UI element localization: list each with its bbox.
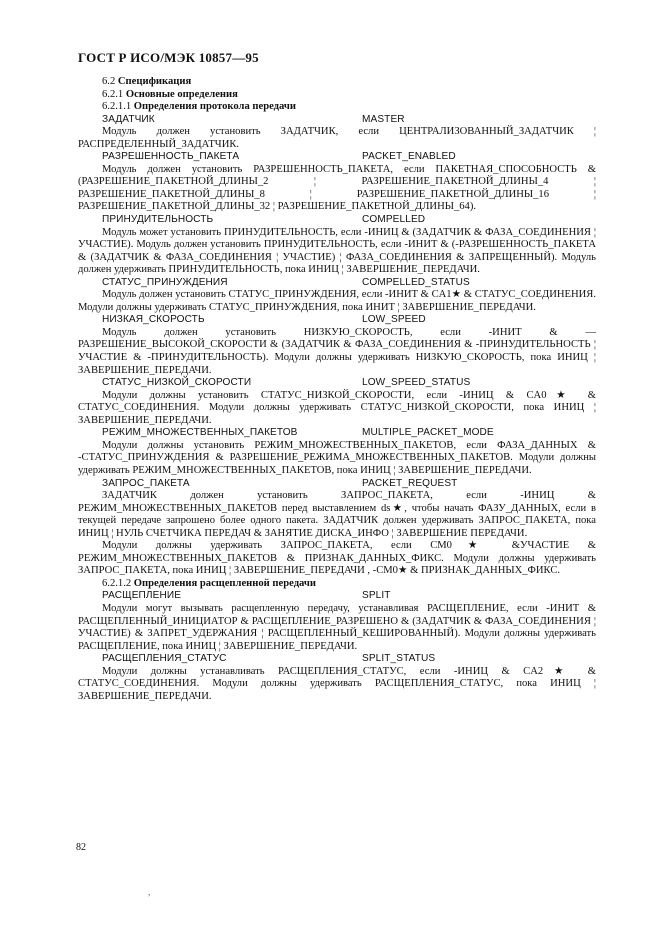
section-number: 6.2.1.1 [102,101,132,113]
term-ru: НИЗКАЯ_СКОРОСТЬ [102,314,205,326]
term-ru: ПРИНУДИТЕЛЬНОСТЬ [102,214,214,226]
term-compelled-status [78,277,596,290]
term-master [78,114,596,127]
term-en: PACKET_ENABLED [362,151,456,163]
term-en: SPLIT_STATUS [362,653,436,665]
term-split [78,590,596,603]
definition-split-status: Модули должны устанавливать РАСЩЕПЛЕНИЯ_СТАТУС, если -ИНИЦ & CA2★ & СТАТУС_СОЕДИНЕНИЯ. Модули должны удерживать РАСЩЕПЛЕНИЯ_СТАТУС, пока ИНИЦ ¦ ЗАВЕРШЕНИЕ_ПЕРЕДАЧИ. [78,665,596,702]
section-title: Спецификация [117,76,192,87]
term-en: MULTIPLE_PACKET_MODE [362,427,494,439]
standard-header: ГОСТ Р ИСО/МЭК 10857—95 [78,50,259,65]
section-heading-6-2-1 [78,89,596,102]
definition-packet-enabled: Модуль должен установить РАЗРЕШЕННОСТЬ_ПАКЕТА, если ПАКЕТНАЯ_СПОСОБНОСТЬ & (РАЗРЕШЕНИЕ_ПАКЕТНОЙ_ДЛИНЫ_2 ¦ РАЗРЕШЕНИЕ_ПАКЕТНОЙ_ДЛИНЫ_4 ¦ РАЗРЕШЕНИЕ_ПАКЕТНОЙ_ДЛИНЫ_8 ¦ РАЗРЕШЕНИЕ_ПАКЕТНОЙ_ДЛИНЫ_16 ¦ РАЗРЕШЕНИЕ_ПАКЕТНОЙ_ДЛИНЫ_32 ¦ РАЗРЕШЕНИЕ_ПАКЕТНОЙ_ДЛИНЫ_64). [78,163,596,213]
definition-multiple-packet-mode: Модули должны установить РЕЖИМ_МНОЖЕСТВЕННЫХ_ПАКЕТОВ, если ФАЗА_ДАННЫХ & -СТАТУС_ПРИНУЖДЕНИЯ & РАЗРЕШЕНИЕ_РЕЖИМА_МНОЖЕСТВЕННЫХ_ПАКЕТОВ. Модули должны удерживать РЕЖИМ_МНОЖЕСТВЕННЫХ_ПАКЕТОВ, пока ИНИЦ ¦ ЗАВЕРШЕНИЕ_ПЕРЕДАЧИ. [78,439,596,476]
term-en: LOW_SPEED_STATUS [362,377,471,389]
term-multiple-packet-mode [78,427,596,440]
definition-split: Модули могут вызывать расщепленную передачу, устанавливая РАСЩЕПЛЕНИЕ, если -ИНИТ & РАСЩЕПЛЕННЫЙ_ИНИЦИАТОР & РАСЩЕПЛЕНИЕ_РАЗРЕШЕНО & (ЗАДАТЧИК & ФАЗА_СОЕДИНЕНИЯ ¦ УЧАСТИЕ) & ЗАПРЕТ_УДЕРЖАНИЯ ¦ РАСЩЕПЛЕННЫЙ_КЕШИРОВАННЫЙ). Модули должны удерживать РАСЩЕПЛЕНИЕ, пока ИНИЦ ¦ ЗАВЕРШЕНИЕ_ПЕРЕДАЧИ. [78,602,596,652]
definition-low-speed-status: Модули должны установить СТАТУС_НИЗКОЙ_СКОРОСТИ, если -ИНИЦ & CA0★ & СТАТУС_СОЕДИНЕНИЯ. Модули должны удерживать СТАТУС_НИЗКОЙ_СКОРОСТИ, пока ИНИЦ ¦ ЗАВЕРШЕНИЕ_ПЕРЕДАЧИ. [78,389,596,426]
term-en: COMPELLED [362,214,426,226]
term-en: LOW_SPEED [362,314,426,326]
section-title: Определения расщепленной передачи [133,577,317,589]
section-number: 6.2.1.2 [102,577,132,589]
term-en: MASTER [362,113,405,125]
term-packet-enabled [78,151,596,164]
definition-low-speed: Модуль должен установить НИЗКУЮ_СКОРОСТЬ, если -ИНИТ & —РАЗРЕШЕНИЕ_ВЫСОКОЙ_СКОРОСТИ & (ЗАДАТЧИК & ФАЗА_СОЕДИНЕНИЯ & -ПРИНУДИТЕЛЬНОСТЬ ¦ УЧАСТИЕ & -ПРИНУДИТЕЛЬНОСТЬ). Модули должны удерживать НИЗКУЮ_СКОРОСТЬ, пока ИНИЦ ¦ ЗАВЕРШЕНИЕ_ПЕРЕДАЧИ. [78,326,596,376]
definition-master: Модуль должен установить ЗАДАТЧИК, если ЦЕНТРАЛИЗОВАННЫЙ_ЗАДАТЧИК ¦ РАСПРЕДЕЛЕННЫЙ_ЗАДАТЧИК. [78,126,596,150]
footer-mark: , [148,887,151,897]
term-compelled [78,214,596,227]
term-ru: СТАТУС_ПРИНУЖДЕНИЯ [102,276,228,288]
term-ru: ЗАДАТЧИК [102,113,155,125]
term-low-speed-status [78,377,596,390]
page-number: 82 [76,842,86,853]
term-ru: РАСЩЕПЛЕНИЕ [102,590,182,602]
definition-packet-request-2: Модули должны удерживать ЗАПРОС_ПАКЕТА, если CM0★ &УЧАСТИЕ & РЕЖИМ_МНОЖЕСТВЕННЫХ_ПАКЕТОВ & ПРИЗНАК_ДАННЫХ_ФИКС. Модули должны удерживать ЗАПРОС_ПАКЕТА, пока ИНИЦ ¦ ЗАВЕРШЕНИЕ_ПЕРЕДАЧИ , -CM0★ & ПРИЗНАК_ДАННЫХ_ФИКС. [78,540,596,577]
definition-compelled: Модуль может установить ПРИНУДИТЕЛЬНОСТЬ, если -ИНИЦ & (ЗАДАТЧИК & ФАЗА_СОЕДИНЕНИЯ ¦ УЧАСТИЕ). Модуль должен установить ПРИНУДИТЕЛЬНОСТЬ, если -ИНИТ & (-РАЗРЕШЕННОСТЬ_ПАКЕТА & (ЗАДАТЧИК & ФАЗА_СОЕДИНЕНИЯ ¦ УЧАСТИЕ) ¦ ФАЗА_СОЕДИНЕНИЯ & ЗАПРЕЩЕННЫЙ). Модуль должен удерживать ПРИНУДИТЕЛЬНОСТЬ, пока ИНИЦ ¦ ЗАВЕРШЕНИЕ_ПЕРЕДАЧИ. [78,226,596,276]
term-en: PACKET_REQUEST [362,477,458,489]
term-split-status [78,653,596,666]
term-packet-request [78,478,596,491]
section-number: 6.2 [102,76,116,87]
section-heading-6-2 [78,76,596,89]
section-heading-6-2-1-2 [78,578,596,591]
term-ru: РЕЖИМ_МНОЖЕСТВЕННЫХ_ПАКЕТОВ [102,427,298,439]
term-ru: РАСЩЕПЛЕНИЯ_СТАТУС [102,653,227,665]
section-title: Основные определения [125,88,238,100]
term-ru: СТАТУС_НИЗКОЙ_СКОРОСТИ [102,377,252,389]
term-en: SPLIT [362,590,391,602]
definition-packet-request: ЗАДАТЧИК должен установить ЗАПРОС_ПАКЕТА, если -ИНИЦ & РЕЖИМ_МНОЖЕСТВЕННЫХ_ПАКЕТОВ перед выставлением ds★, чтобы начать ФАЗУ_ДАННЫХ, если в текущей передаче запрошено более одного пакета. ЗАДАТЧИК должен удерживать ЗАПРОС_ПАКЕТА, пока ИНИЦ ¦ НУЛЬ СЧЕТЧИКА ПЕРЕДАЧ & ЗАНЯТИЕ ДИСКА_ИНФО ¦ ЗАВЕРШЕНИЕ ПЕРЕДАЧИ. [78,490,596,539]
section-number: 6.2.1 [102,88,124,100]
term-low-speed [78,314,596,327]
term-en: COMPELLED_STATUS [362,276,470,288]
section-title: Определения протокола передачи [133,101,296,113]
definition-compelled-status: Модуль должен установить СТАТУС_ПРИНУЖДЕНИЯ, если -ИНИТ & CA1★ & СТАТУС_СОЕДИНЕНИЯ. Модули должны удерживать СТАТУС_ПРИНУЖДЕНИЯ, пока ИНИТ ¦ ЗАВЕРШЕНИЕ_ПЕРЕДАЧИ. [78,289,596,313]
term-ru: РАЗРЕШЕННОСТЬ_ПАКЕТА [102,151,240,163]
section-heading-6-2-1-1 [78,101,596,114]
term-ru: ЗАПРОС_ПАКЕТА [102,477,190,489]
page-content [78,76,596,703]
